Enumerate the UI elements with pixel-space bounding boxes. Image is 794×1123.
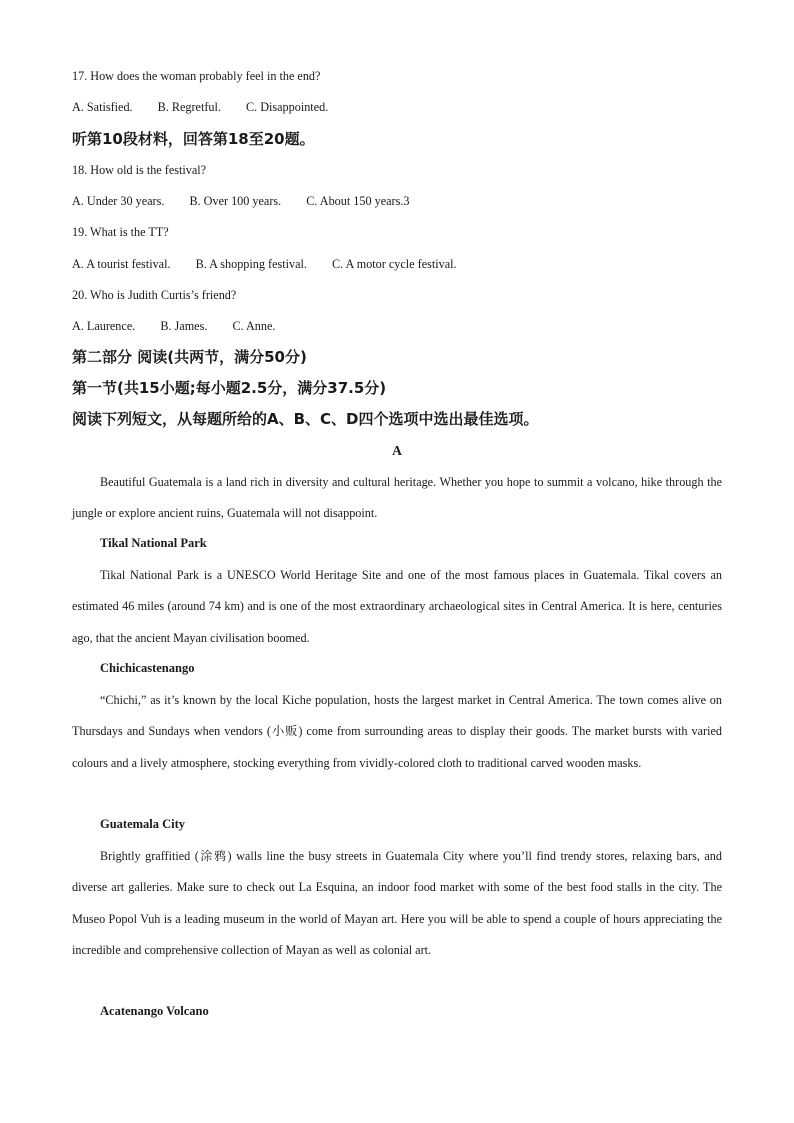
chichi-heading: Chichicastenango — [100, 661, 195, 675]
question-19: 19. What is the TT? — [72, 225, 169, 239]
question-20-options — [72, 318, 722, 334]
option-a: A. A tourist festival. — [72, 257, 171, 271]
option-b: B. A shopping festival. — [195, 257, 307, 271]
question-20: 20. Who is Judith Curtis’s friend? — [72, 288, 237, 302]
option-c: C. A motor cycle festival. — [332, 257, 457, 271]
section-10-instruction: 听第10段材料，回答第18至20题。 — [72, 130, 315, 148]
option-b: B. James. — [160, 319, 208, 333]
volcano-heading: Acatenango Volcano — [100, 1004, 209, 1018]
option-b: B. Regretful. — [157, 100, 221, 114]
intro-paragraph: Beautiful Guatemala is a land rich in diversity and cultural heritage. Whether you hope to summit a volcano, hike through the jungle or explore ancient ruins, Guatemala will not disappoint. — [72, 475, 722, 521]
option-a: A. Laurence. — [72, 319, 136, 333]
tikal-heading: Tikal National Park — [100, 536, 207, 550]
tikal-paragraph: Tikal National Park is a UNESCO World Heritage Site and one of the most famous places in Guatemala. Tikal covers an estimated 46 miles (around 74 km) and is one of the most extraordinary archaeological sites in Central America. It is here, centuries ago, that the ancient Mayan civilisation boomed. — [72, 568, 722, 645]
option-c: C. About 150 years.3 — [306, 194, 410, 208]
part-two-title: 第二部分 阅读(共两节，满分50分) — [72, 348, 307, 366]
question-18: 18. How old is the festival? — [72, 163, 207, 177]
question-17: 17. How does the woman probably feel in the end? — [72, 69, 321, 83]
passage-letter: A — [392, 443, 402, 458]
question-19-options — [72, 256, 722, 272]
city-paragraph: Brightly graffitied (涂鸦) walls line the busy streets in Guatemala City where you’ll find trendy stores, relaxing bars, and diverse art galleries. Make sure to check out La Esquina, an indoor food market with some of the best food stalls in the city. The Museo Popol Vuh is a leading museum in the world of Mayan art. Here you will be able to spend a couple of hours appreciating the incredible and comprehensive collection of Mayan as well as colonial art. — [72, 849, 722, 957]
option-b: B. Over 100 years. — [189, 194, 282, 208]
city-heading: Guatemala City — [100, 817, 186, 831]
option-c: C. Disappointed. — [245, 100, 329, 114]
reading-instruction: 阅读下列短文，从每题所给的A、B、C、D四个选项中选出最佳选项。 — [72, 410, 539, 428]
section-one-title: 第一节(共15小题;每小题2.5分，满分37.5分) — [72, 379, 387, 397]
question-17-options — [72, 99, 722, 115]
option-c: C. Anne. — [232, 319, 276, 333]
question-18-options — [72, 193, 722, 209]
option-a: A. Satisfied. — [72, 100, 133, 114]
option-a: A. Under 30 years. — [72, 194, 165, 208]
chichi-paragraph: “Chichi,” as it’s known by the local Kiche population, hosts the largest market in Central America. The town comes alive on Thursdays and Sundays when vendors (小贩) come from surrounding areas to display their goods. The market bursts with varied colours and a lively atmosphere, stocking everything from vividly-colored cloth to traditional carved wooden masks. — [72, 693, 722, 770]
